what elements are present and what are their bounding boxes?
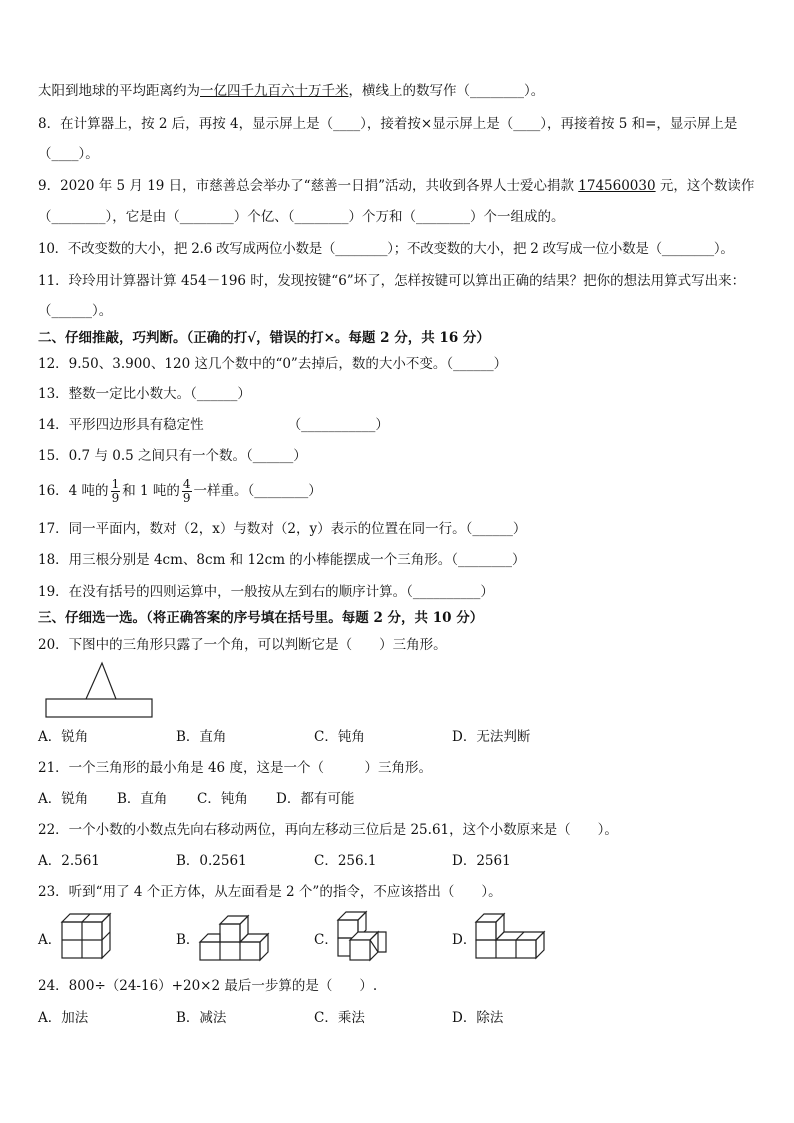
question-19: 19．在没有括号的四则运算中，一般按从左到右的顺序计算。（__________） [38,584,494,600]
fraction-4-9: $\frac{4}{9}$ [182,477,191,505]
q20-option-a: A．锐角 [38,729,89,745]
question-7: 太阳到地球的平均距离约为一亿四千九百六十万千米，横线上的数写作（________）。 [38,83,545,99]
question-16: 16．4 吨的 $\frac{1}{9}$ 和 1 吨的 $\frac{4}{9}$ 一样重。（________） [38,477,322,505]
question-13: 13．整数一定比小数大。（______） [38,386,251,402]
q20-option-b: B．直角 [176,729,227,745]
q24-option-b: B．减法 [176,1010,227,1026]
question-9-line2: （________），它是由（________）个亿、（________）个万和（________）个一组成的。 [38,209,565,225]
q22-option-a: A．2.561 [38,853,100,869]
question-21: 21．一个三角形的最小角是 46 度，这是一个（ ）三角形。 [38,760,432,776]
q23-option-d: D． [452,932,477,948]
q24-option-a: A．加法 [38,1010,89,1026]
question-17: 17．同一平面内，数对（2，x）与数对（2，y）表示的位置在同一行。（______） [38,521,527,537]
q22-option-c: C．256.1 [314,853,377,869]
question-20: 20．下图中的三角形只露了一个角，可以判断它是（ ）三角形。 [38,637,447,653]
q24-option-d: D．除法 [452,1010,504,1026]
q21-option-b: B．直角 [117,791,168,807]
underlined-number: 174560030 [578,178,656,194]
answer-blank: （___________） [287,417,389,433]
section-2-heading: 二、仔细推敲，巧判断。（正确的打√，错误的打×。每题 2 分，共 16 分） [38,330,490,346]
question-23: 23．听到“用了 4 个正方体，从左面看是 2 个”的指令，不应该搭出（ ）。 [38,884,502,900]
q21-option-d: D．都有可能 [276,791,355,807]
exposed-angle [86,663,116,699]
question-22: 22．一个小数的小数点先向右移动两位，再向左移动三位后是 25.61，这个小数原来是（ ）。 [38,822,618,838]
covering-rectangle [46,699,152,717]
question-9-line1: 9．2020 年 5 月 19 日，市慈善总会举办了“慈善一日捐”活动，共收到各界人士爱心捐款 174560030 元，这个数读作 [38,178,755,194]
q23-option-a: A． [38,932,62,948]
question-24: 24．800÷（24-16）+20×2 最后一步算的是（ ）. [38,978,378,994]
question-18: 18．用三根分别是 4cm、8cm 和 12cm 的小棒能摆成一个三角形。（________） [38,552,526,568]
cube-figure-a [60,912,112,960]
q23-option-c: C． [314,932,338,948]
question-11-line1: 11．玲玲用计算器计算 454－196 时，发现按键“6”坏了，怎样按键可以算出正确的结果？把你的想法用算式写出来： [38,273,746,289]
q21-option-c: C．钝角 [197,791,248,807]
q22-option-d: D．2561 [452,853,511,869]
underlined-text: 一亿四千九百六十万千米 [200,83,349,99]
q22-option-b: B．0.2561 [176,853,247,869]
q23-option-b: B． [176,932,200,948]
q20-option-d: D．无法判断 [452,729,531,745]
q24-option-c: C．乘法 [314,1010,365,1026]
question-14: 14．平形四边形具有稳定性 （___________） [38,417,389,433]
fraction-1-9: $\frac{1}{9}$ [111,477,120,505]
cube-figure-c [336,910,388,962]
q21-option-a: A．锐角 [38,791,89,807]
cube-figure-d [474,912,546,960]
question-15: 15．0.7 与 0.5 之间只有一个数。（______） [38,448,307,464]
question-10: 10．不改变数的大小，把 2.6 改写成两位小数是（________）；不改变数的大小，把 2 改写成一位小数是（________）。 [38,241,734,257]
question-8-line2: （____）。 [38,146,99,162]
section-3-heading: 三、仔细选一选。（将正确答案的序号填在括号里。每题 2 分，共 10 分） [38,610,484,626]
q20-option-c: C．钝角 [314,729,365,745]
cube-figure-b [198,914,270,962]
question-12: 12．9.50、3.900、120 这几个数中的“0”去掉后，数的大小不变。（______） [38,356,508,372]
question-8-line1: 8．在计算器上，按 2 后，再按 4，显示屏上是（____），接着按×显示屏上是（____），再接着按 5 和=，显示屏上是 [38,116,738,132]
question-11-line2: （______）。 [38,303,113,319]
hidden-triangle-figure [44,660,156,720]
